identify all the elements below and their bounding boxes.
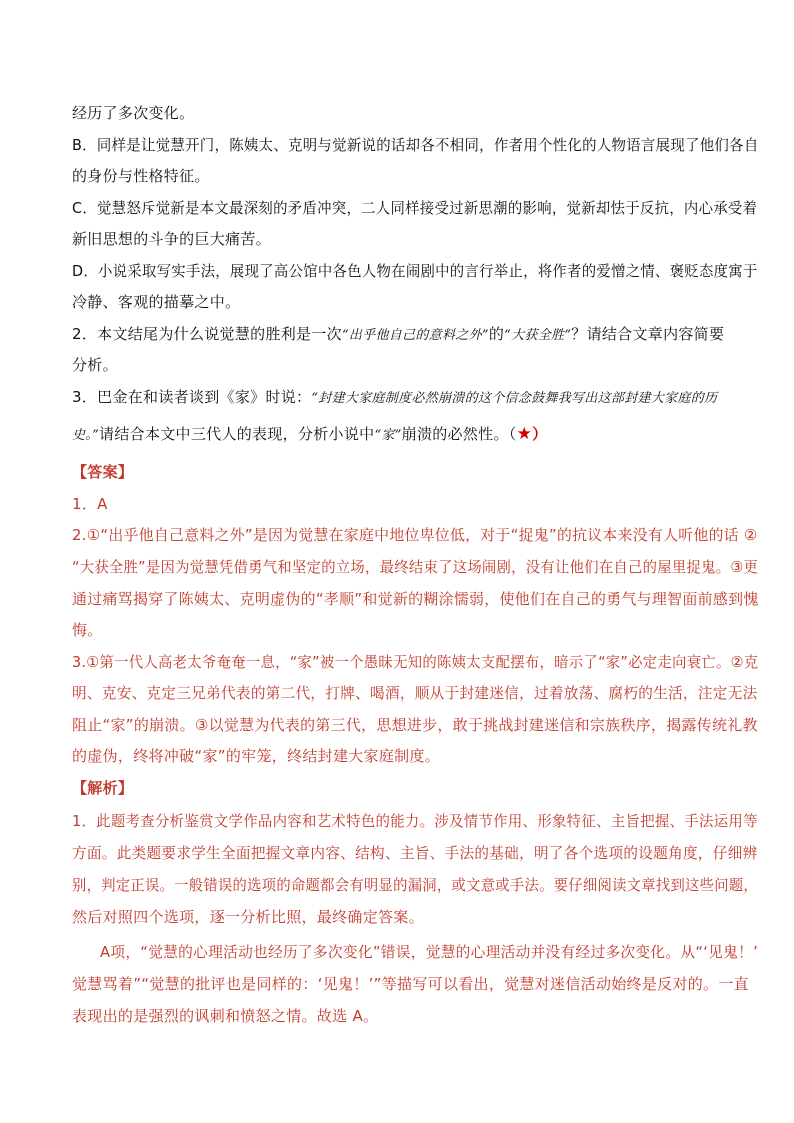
option-d-cont bbox=[72, 292, 240, 312]
text: 然后对照四个选项，逐一分析比照，最终确定答案。 bbox=[72, 908, 424, 926]
text: 的 bbox=[488, 325, 505, 343]
analysis-1-cont bbox=[72, 907, 424, 927]
option-b-cont bbox=[72, 166, 210, 186]
analysis-2-cont bbox=[72, 974, 749, 994]
quote: “大获全胜” bbox=[504, 328, 572, 343]
answer-3 bbox=[72, 652, 758, 672]
option-c bbox=[72, 198, 757, 218]
text: 1．A bbox=[72, 495, 108, 513]
text: 通过痛骂揭穿了陈姨太、克明虚伪的“孝顺”和觉新的糊涂懦弱，使他们在自己的勇气与理智面前感到愧 bbox=[72, 590, 759, 608]
option-c-cont bbox=[72, 229, 271, 249]
text: A项，“觉慧的心理活动也经历了多次变化”错误，觉慧的心理活动并没有经过多次变化。从“‘见鬼！’ bbox=[100, 943, 759, 961]
text: D．小说采取写实手法，展现了高公馆中各色人物在闹剧中的言行举止，将作者的爱憎之情、褒贬态度寓于 bbox=[72, 262, 758, 280]
text: 表现出的是强烈的讽刺和愤怒之情。故选 A。 bbox=[72, 1007, 379, 1025]
analysis-2-cont bbox=[72, 1006, 378, 1026]
question-3 bbox=[72, 387, 717, 409]
text: 冷静、客观的描摹之中。 bbox=[72, 293, 241, 311]
text: “大获全胜”是因为觉慧凭借勇气和坚定的立场，最终结束了这场闹剧，没有让他们在自己的屋里捉鬼。③更 bbox=[72, 558, 759, 576]
answer-2 bbox=[72, 525, 758, 545]
quote: “出乎他自己的意料之外” bbox=[341, 328, 489, 343]
text: 3．巴金在和读者谈到《家》时说： bbox=[72, 388, 312, 406]
text: 分析。 bbox=[72, 356, 118, 374]
text: 悔。 bbox=[72, 621, 103, 639]
text: 3.①第一代人高老太爷奄奄一息，“家”被一个愚昧无知的陈姨太支配摆布，暗示了“家”必定走向衰亡。②克 bbox=[72, 653, 759, 671]
analysis-1 bbox=[72, 811, 758, 831]
text: 【答案】 bbox=[72, 463, 134, 481]
question-2-cont bbox=[72, 355, 118, 375]
text: 2.①“出乎他自己意料之外”是因为觉慧在家庭中地位卑位低，对于“捉鬼”的抗议本来没有人听他的话 ② bbox=[72, 526, 758, 544]
text: ？请结合文章内容简要 bbox=[571, 325, 725, 343]
text: 1．此题考查分析鉴赏文学作品内容和艺术特色的能力。涉及情节作用、形象特征、主旨把握、手法运用等 bbox=[72, 812, 758, 830]
text: 崩溃的必然性。（ bbox=[401, 425, 517, 443]
option-d bbox=[72, 261, 758, 281]
analysis-1-cont bbox=[72, 875, 758, 895]
answer-header bbox=[72, 462, 133, 482]
text: 明、克安、克定三兄弟代表的第二代，打牌、喝酒，顺从于封建迷信，过着放荡、腐朽的生活，注定无法 bbox=[72, 684, 758, 702]
text: 阻止“家”的崩溃。③以觉慧为代表的第三代，思想进步，敢于挑战封建迷信和宗族秩序，揭露传统礼教 bbox=[72, 716, 758, 734]
quote: “封建大家庭制度必然崩溃的这个信念鼓舞我写出这部封建大家庭的历 bbox=[311, 391, 718, 406]
quote: 史。” bbox=[72, 428, 100, 443]
answer-3-cont bbox=[72, 715, 758, 735]
text: 【解析】 bbox=[72, 779, 134, 797]
text: 的虚伪，终将冲破“家”的牢笼，终结封建大家庭制度。 bbox=[72, 747, 441, 765]
text: 新旧思想的斗争的巨大痛苦。 bbox=[72, 230, 271, 248]
analysis-2 bbox=[100, 942, 758, 962]
text: 别，判定正误。一般错误的选项的命题都会有明显的漏洞，或文意或手法。要仔细阅读文章找到这些问题， bbox=[72, 876, 759, 894]
text: ） bbox=[532, 425, 548, 443]
text: 方面。此类题要求学生全面把握文章内容、结构、主旨、手法的基础，明了各个选项的设题角度，仔细辨 bbox=[72, 844, 758, 862]
text: 觉慧骂着”“觉慧的批评也是同样的：‘见鬼！’”等描写可以看出，觉慧对迷信活动始终是反对的。一直 bbox=[72, 975, 749, 993]
quote: “家” bbox=[374, 428, 402, 443]
text: C．觉慧怒斥觉新是本文最深刻的矛盾冲突，二人同样接受过新思潮的影响，觉新却怯于反抗，内心承受着 bbox=[72, 199, 758, 217]
text: 的身份与性格特征。 bbox=[72, 167, 210, 185]
star-icon: ★ bbox=[516, 424, 533, 444]
text: 经历了多次变化。 bbox=[72, 104, 195, 122]
question-3-cont bbox=[72, 424, 547, 446]
analysis-1-cont bbox=[72, 843, 758, 863]
text: B．同样是让觉慧开门，陈姨太、克明与觉新说的话却各不相同，作者用个性化的人物语言展现了他们各自 bbox=[72, 136, 759, 154]
question-2 bbox=[72, 324, 724, 346]
analysis-header bbox=[72, 778, 133, 798]
answer-1 bbox=[72, 494, 108, 514]
answer-2-cont bbox=[72, 589, 759, 609]
answer-3-cont bbox=[72, 746, 440, 766]
answer-3-cont bbox=[72, 683, 758, 703]
option-a-tail bbox=[72, 103, 194, 123]
option-b bbox=[72, 135, 759, 155]
text: 请结合本文中三代人的表现，分析小说中 bbox=[99, 425, 375, 443]
answer-2-cont bbox=[72, 557, 758, 577]
answer-2-cont bbox=[72, 620, 103, 640]
text: 2．本文结尾为什么说觉慧的胜利是一次 bbox=[72, 325, 342, 343]
